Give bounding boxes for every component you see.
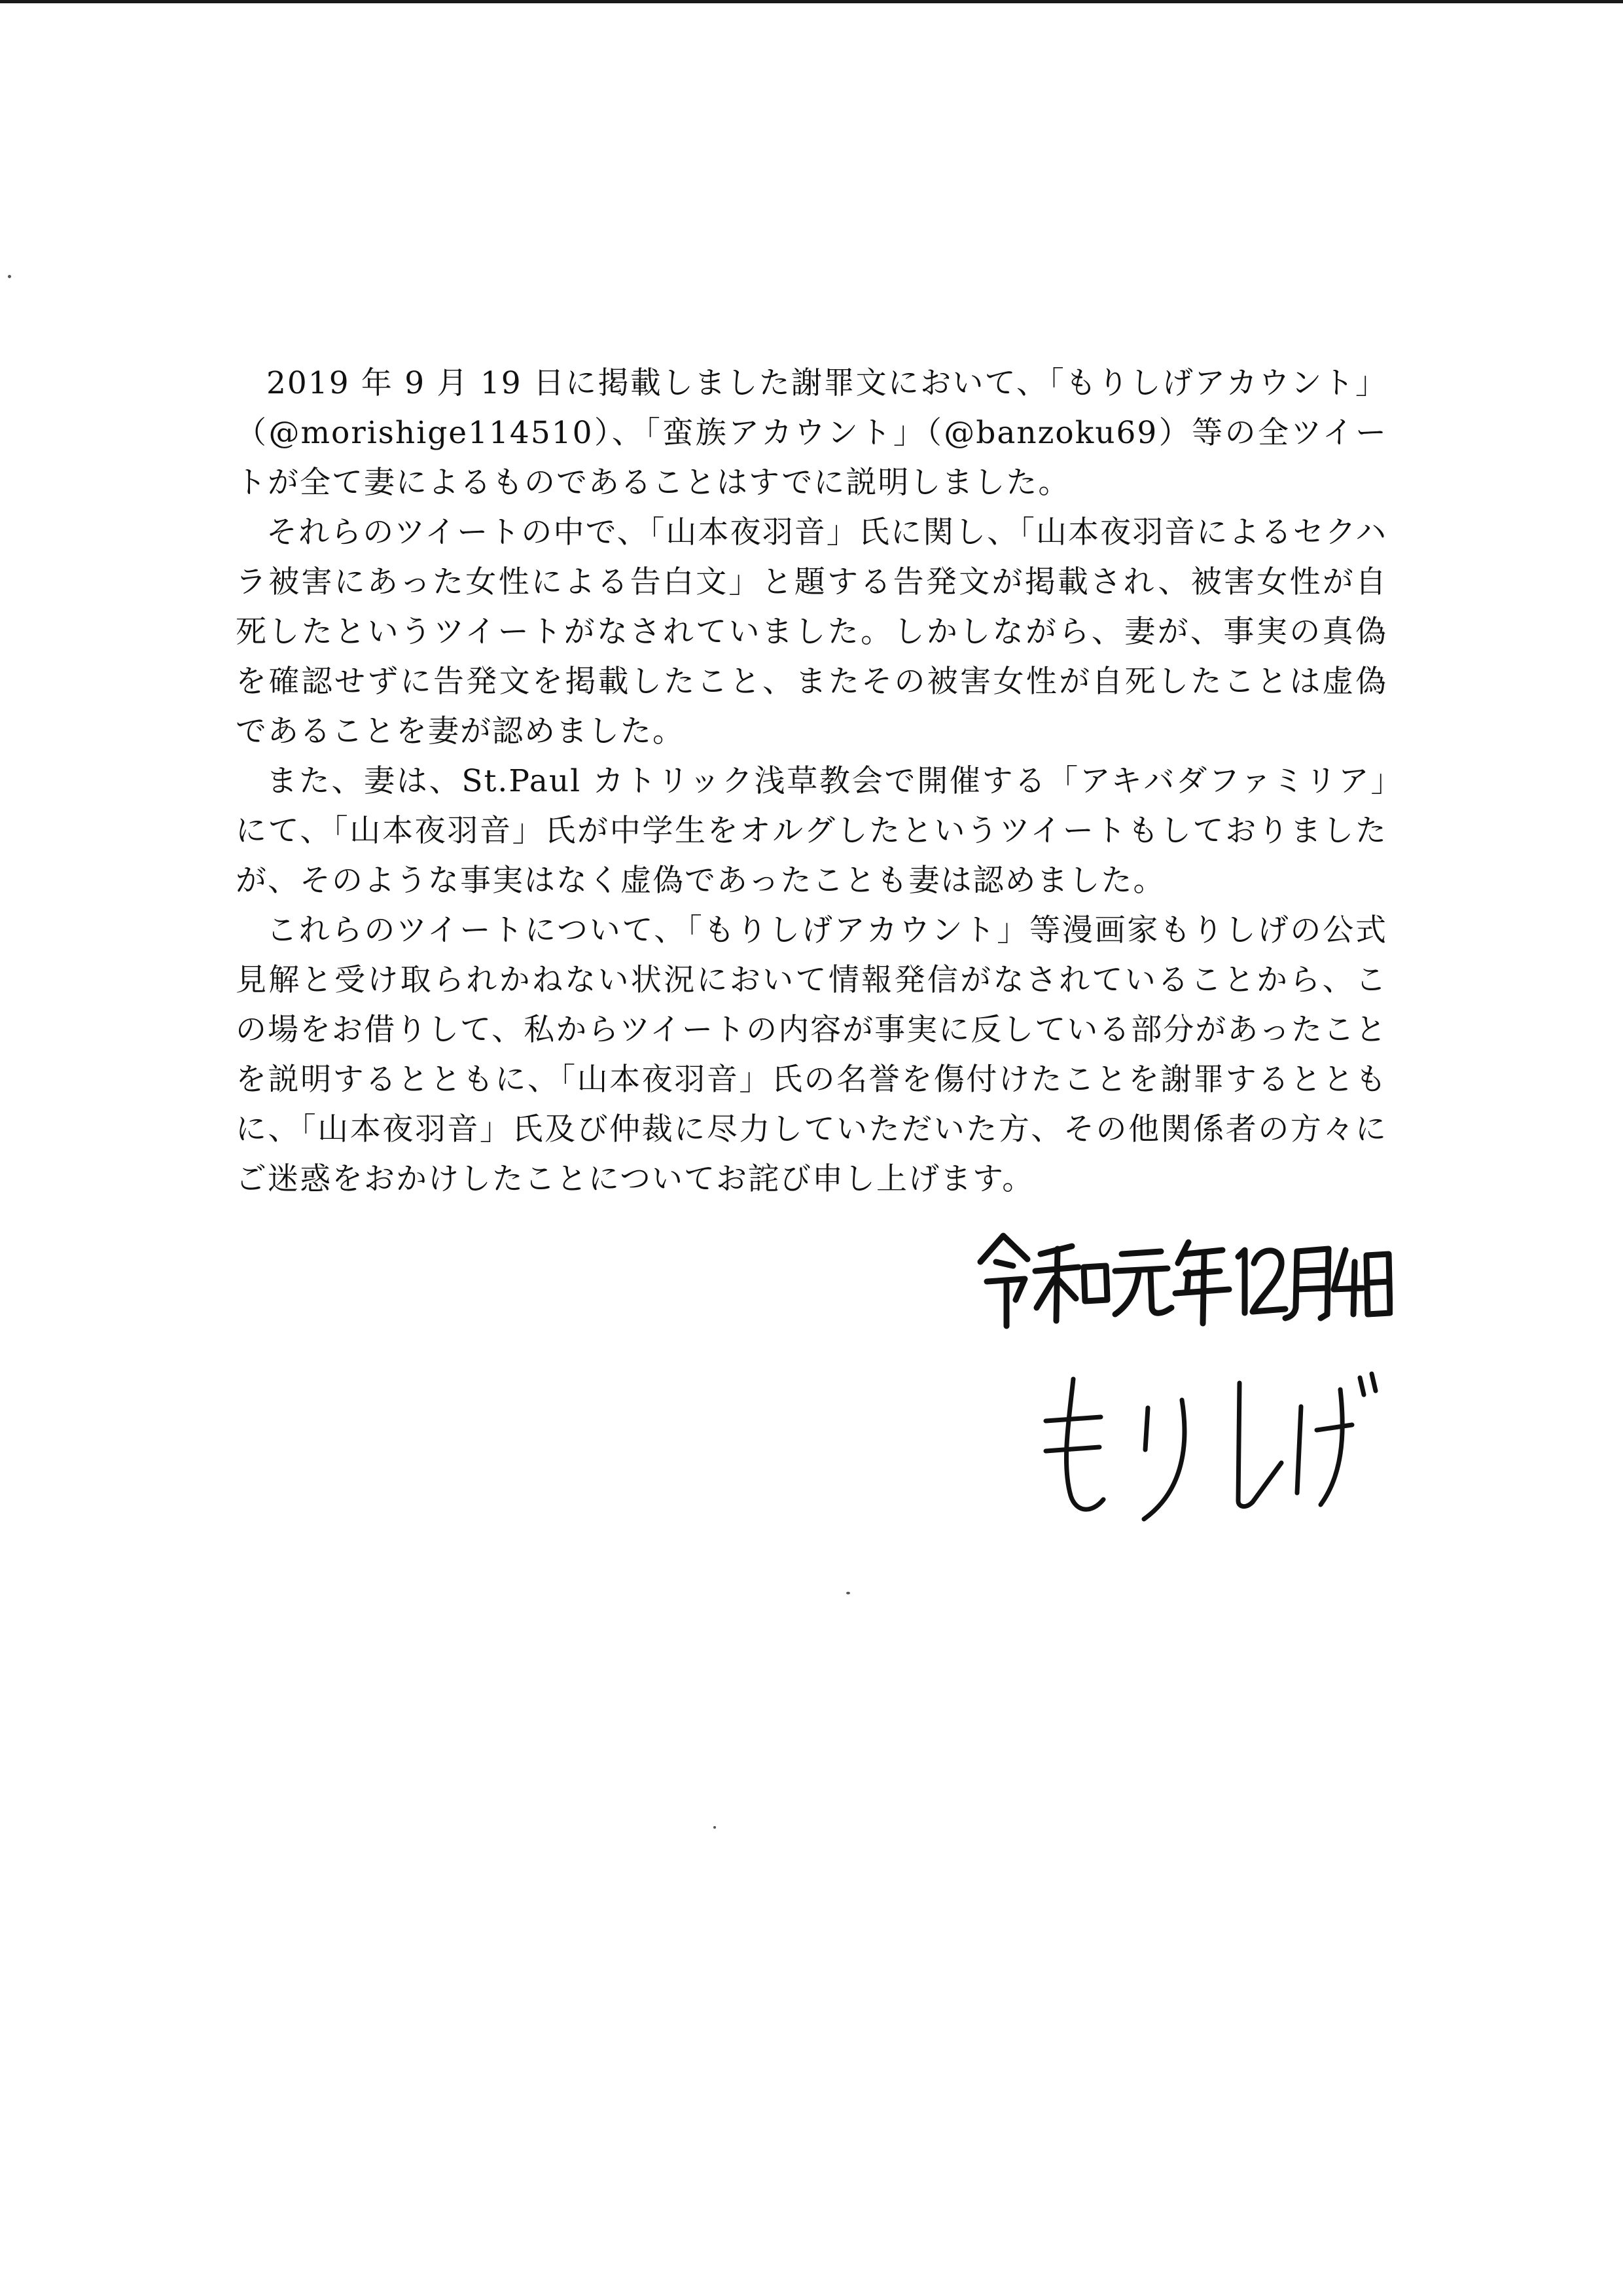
paragraph: 2019 年 9 月 19 日に掲載しました謝罪文において、「もりしげアカウント」（@morishige114510）、「蛮族アカウント」（@banzoku69）等の全ツイートが全て妻によるものであることはすでに説明しました。	[236, 365, 1387, 501]
paragraph: これらのツイートについて、「もりしげアカウント」等漫画家もりしげの公式見解と受け取られかねない状況において情報発信がなされていることから、この場をお借りして、私からツイートの内容が事実に反している部分があったことを説明するとともに、「山本夜羽音」氏の名誉を傷付けたことを謝罪するとともに、「山本夜羽音」氏及び仲裁に尽力していただいた方、その他関係者の方々にご迷惑をおかけしたことについてお詫び申し上げます。	[236, 912, 1387, 1197]
scan-speck	[713, 1826, 716, 1829]
scan-speck	[846, 1592, 850, 1594]
handwritten-date	[967, 1216, 1393, 1334]
scan-border-line	[0, 0, 1623, 3]
scan-speck	[8, 275, 11, 278]
handwritten-signature	[1033, 1365, 1386, 1535]
apology-letter-body	[236, 359, 1387, 1204]
paragraph: それらのツイートの中で、「山本夜羽音」氏に関し、「山本夜羽音によるセクハラ被害にあった女性による告白文」と題する告発文が掲載され、被害女性が自死したというツイートがなされていました。しかしながら、妻が、事実の真偽を確認せずに告発文を掲載したこと、またその被害女性が自死したことは虚偽であることを妻が認めました。	[236, 514, 1387, 749]
paragraph: また、妻は、St.Paul カトリック浅草教会で開催する「アキバダファミリア」にて、「山本夜羽音」氏が中学生をオルグしたというツイートもしておりましたが、そのような事実はなく虚偽であったことも妻は認めました。	[236, 763, 1387, 899]
